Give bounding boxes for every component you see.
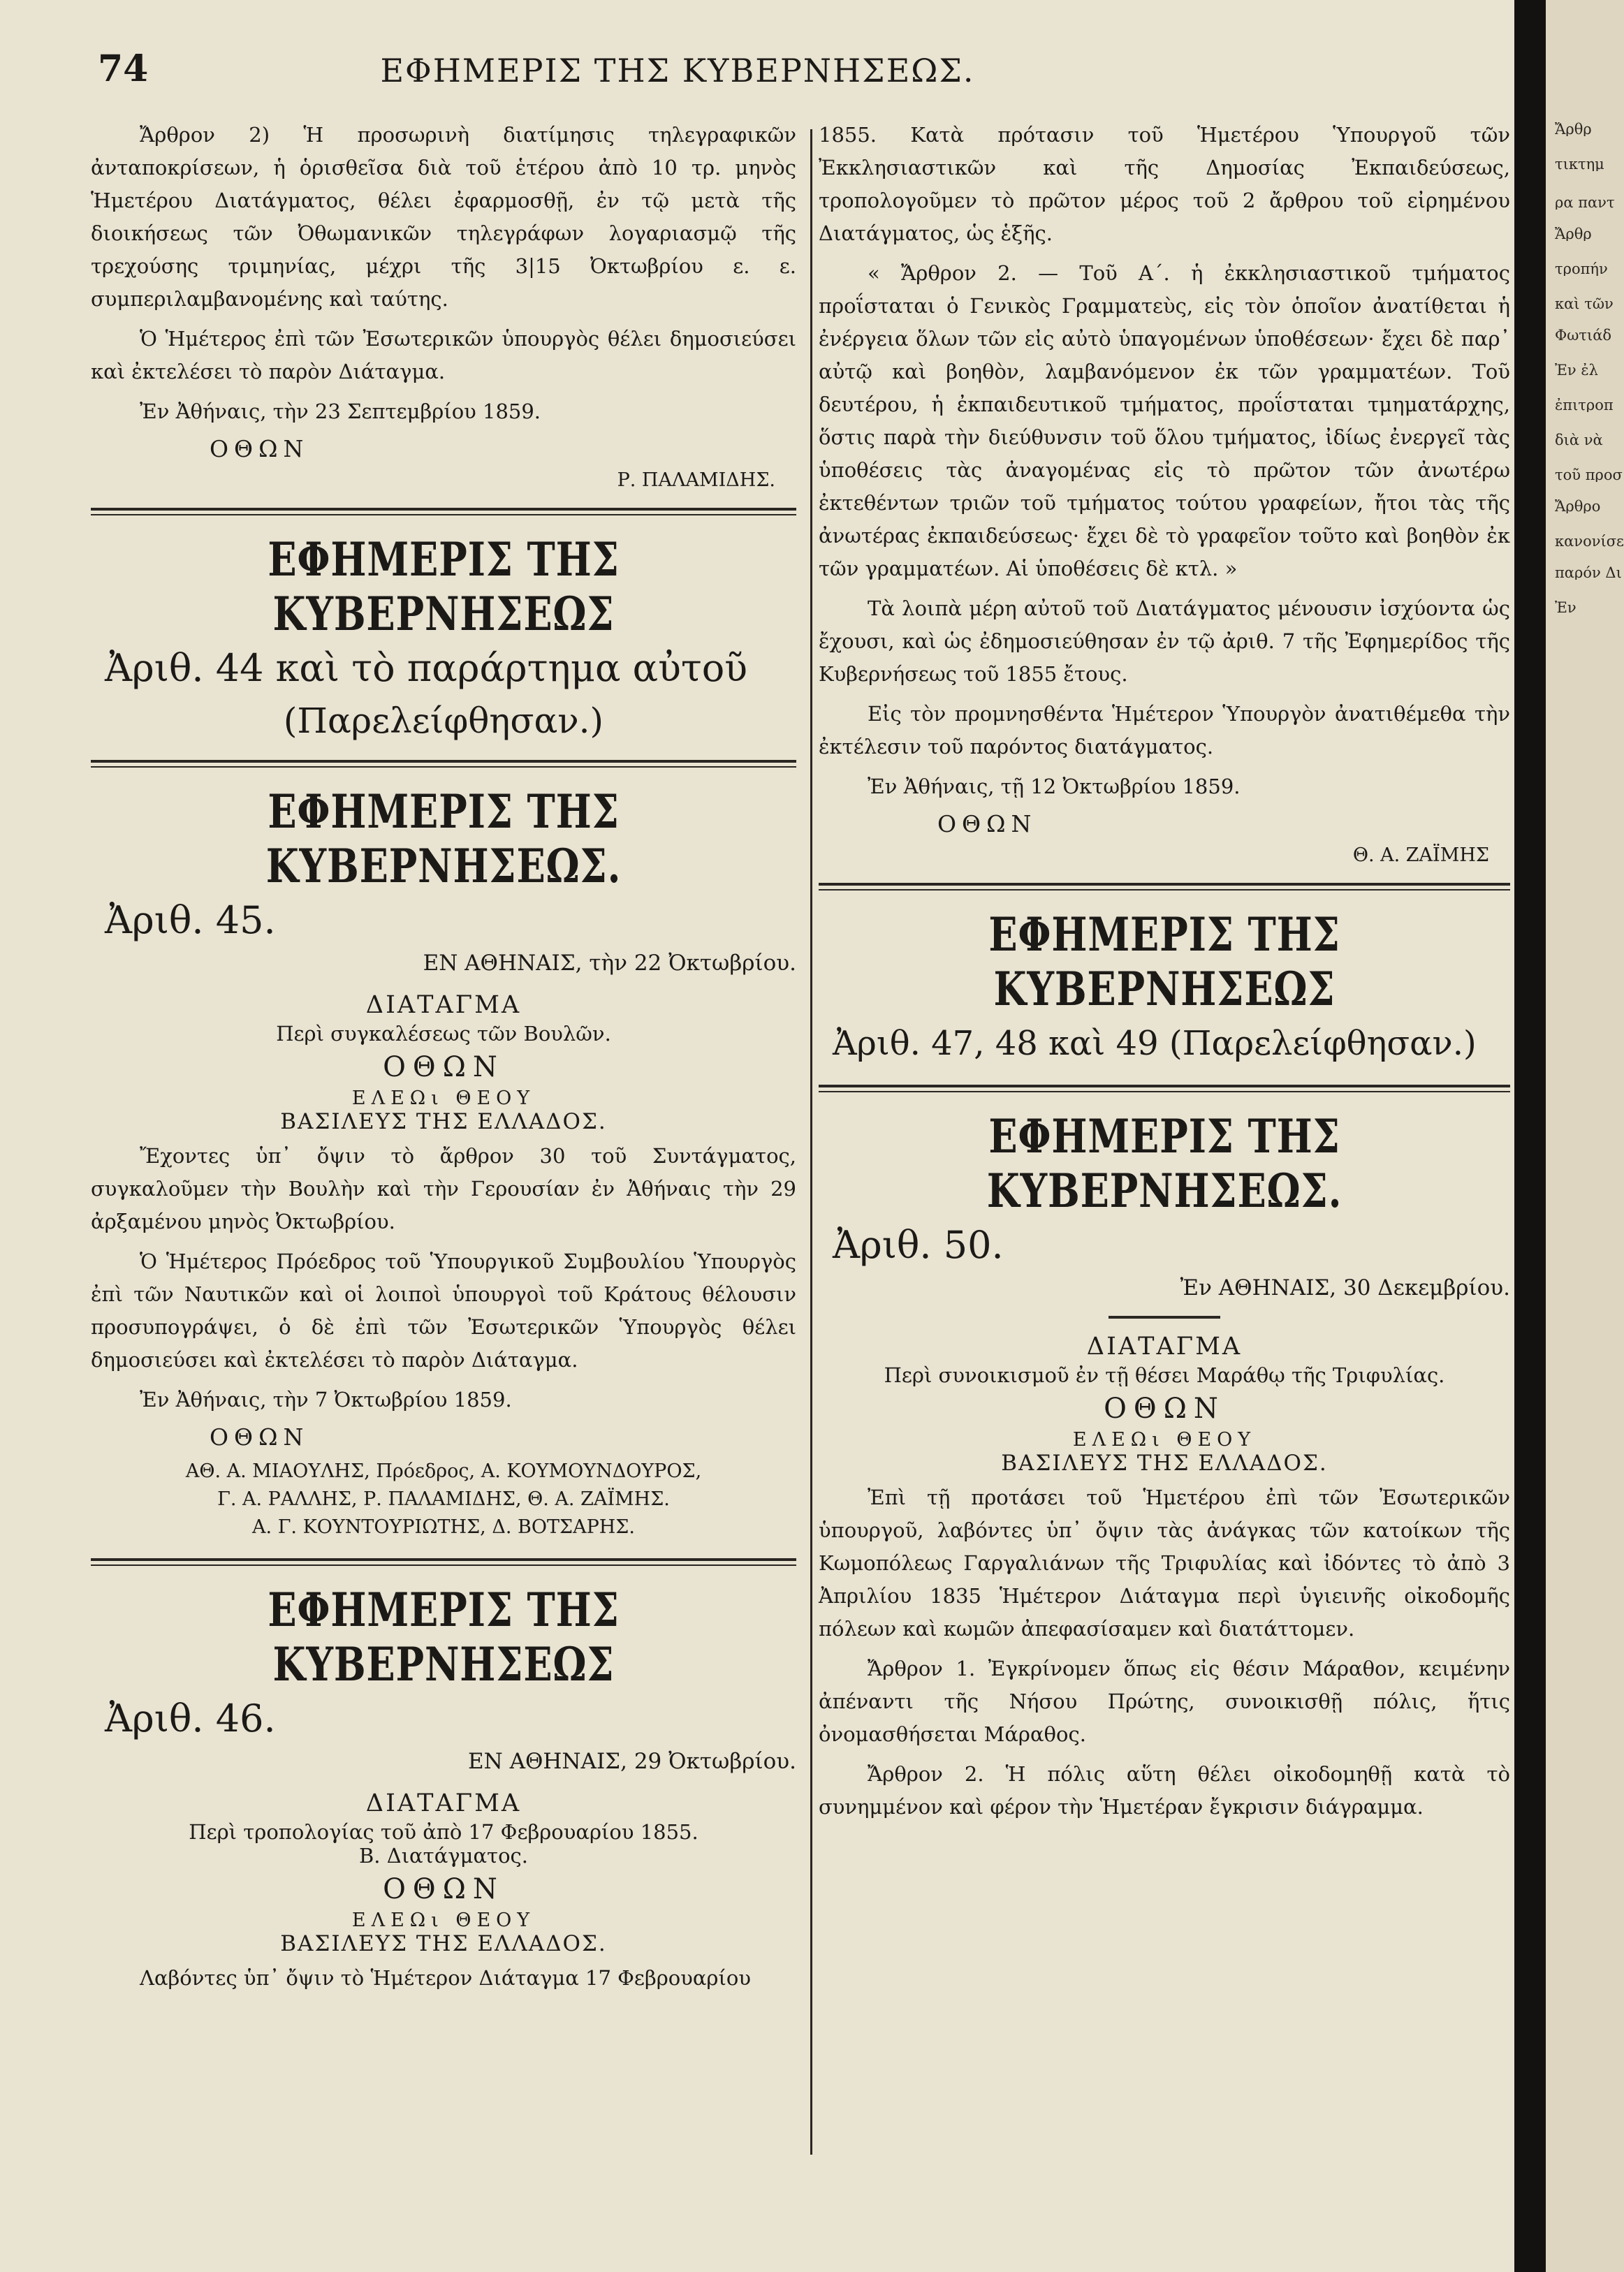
decree-46-minister: Θ. Α. ΖΑΪΜΗΣ xyxy=(1352,844,1489,866)
margin-stub-line: τροπήν xyxy=(1555,262,1608,276)
decree-46-signature: ΟΘΩΝ xyxy=(937,810,1037,837)
decree-50-article-1: Ἄρθρον 1. Ἐγκρίνομεν ὅπως εἰς θέσιν Μάραθον, κειμένην ἀπέναντι τῆς Νήσου Πρώτης, συνοικισθῇ πόλις, ἥτις ὀνομασθήσεται Μάραθος. xyxy=(819,1657,1510,1746)
decree-46-otho: ΟΘΩΝ xyxy=(383,1873,504,1905)
decree-45-subject: Περὶ συγκαλέσεως τῶν Βουλῶν. xyxy=(276,1022,611,1046)
decree-46-paragraph-3: Εἰς τὸν προμνησθέντα Ἡμέτερον Ὑπουργὸν ἀνατιθέμεθα τὴν ἐκτέλεσιν τοῦ παρόντος διατάγματος. xyxy=(819,702,1510,758)
decree-46-grace: ΕΛΕΩι ΘΕΟΥ xyxy=(351,1910,536,1931)
intro-paragraph-2: Ὁ Ἡμέτερος ἐπὶ τῶν Ἐσωτερικῶν ὑπουργὸς θέλει δημοσιεύσει καὶ ἐκτελέσει τὸ παρὸν Διάταγμα. xyxy=(91,327,796,383)
decree-50-otho: ΟΘΩΝ xyxy=(1104,1393,1225,1425)
margin-stub-line: Ἐν xyxy=(1555,601,1577,615)
short-rule xyxy=(1109,1316,1220,1319)
decree-45-heading: ΔΙΑΤΑΓΜΑ xyxy=(365,991,522,1019)
decree-45-king: ΒΑΣΙΛΕΥΣ ΤΗΣ ΕΛΛΑΔΟΣ. xyxy=(280,1109,607,1134)
margin-stub-line: καὶ τῶν xyxy=(1555,297,1614,311)
ministers-line-2: Γ. Α. ΡΑΛΛΗΣ, Ρ. ΠΑΛΑΜΙΔΗΣ, Θ. Α. ΖΑΪΜΗΣ. xyxy=(217,1488,670,1510)
left-column xyxy=(91,119,796,2002)
issue-45-date: ΕΝ ΑΘΗΝΑΙΣ, τὴν 22 Ὀκτωβρίου. xyxy=(423,951,796,976)
decree-46-paragraph-2: Τὰ λοιπὰ μέρη αὐτοῦ τοῦ Διατάγματος μένουσιν ἰσχύοντα ὡς ἔχουσι, καὶ ὡς ἐδημοσιεύθησαν ἐν τῷ ἀριθ. 7 τῆς Ἐφημερίδος τῆς Κυβερνήσεως τοῦ 1855 ἔτους. xyxy=(819,596,1510,686)
right-column xyxy=(819,119,1510,1831)
decree-46-paragraph-1: Λαβόντες ὑπ᾿ ὄψιν τὸ Ἡμέτερον Διάταγμα 17 Φεβρουαρίου xyxy=(140,1966,751,1990)
decree-46-king: ΒΑΣΙΛΕΥΣ ΤΗΣ ΕΛΛΑΔΟΣ. xyxy=(280,1931,607,1956)
section-rule xyxy=(91,508,796,515)
intro-date: Ἐν Ἀθήναις, τὴν 23 Σεπτεμβρίου 1859. xyxy=(140,400,541,423)
margin-stub-line: Φωτιάδ xyxy=(1555,328,1612,342)
issue-50-date: Ἐν ΑΘΗΝΑΙΣ, 30 Δεκεμβρίου. xyxy=(1180,1275,1510,1300)
decree-45-paragraph-2: Ὁ Ἡμέτερος Πρόεδρος τοῦ Ὑπουργικοῦ Συμβουλίου Ὑπουργὸς ἐπὶ τῶν Ναυτικῶν καὶ οἱ λοιποὶ ὑπουργοὶ τοῦ Κράτους θέλουσιν προσυπογράψει, ὁ δὲ ἐπὶ τῶν Ἐσωτερικῶν Ὑπουργὸς θέλει δημοσιεύσει καὶ ἐκτελέσει τὸ παρὸν Διάταγμα. xyxy=(91,1249,796,1372)
decree-46-article-2: « Ἄρθρον 2. — Τοῦ Α΄. ἡ ἐκκλησιαστικοῦ τμήματος προΐσταται ὁ Γενικὸς Γραμματεὺς, εἰς τὸν ὁποῖον ἀνατίθεται ἡ ἐνέργεια ὅλων τῶν εἰς αὐτὸ ὑπαγομένων ὑποθέσεων· ἔχει δὲ παρ᾿ αὐτῷ καὶ βοηθὸν, λαμβανόμενον ἐκ τῶν γραμματέων. Τοῦ δευτέρου, ἡ ἐκπαιδευτικοῦ τμήματος, προΐσταται τμηματάρχης, ὅστις παρὰ τὴν διεύθυνσιν τοῦ ὅλου τμήματος, ἰδίως ἐνεργεῖ τὰς ὑποθέσεις τὰς ἀναγομένας εἰς τὸ πρῶτον τῶν ἀνωτέρω ἐκτεθέντων τριῶν τοῦ τμήματος τούτου γραφείων, ἤτοι τὰς τῆς ἀνωτέρας ἐκπαιδεύσεως· ἔχει δὲ τὸ γραφεῖον τοῦτο καὶ βοηθὸν ἐκ τῶν γραμματέων. Αἱ ὑποθέσεις δὲ κτλ. » xyxy=(819,261,1510,580)
margin-stub-line: ρα παντ xyxy=(1555,196,1615,210)
column-divider xyxy=(810,129,812,2155)
decree-46-subject: Περὶ τροπολογίας τοῦ ἀπὸ 17 Φεβρουαρίου 1855. xyxy=(189,1820,698,1844)
issue-46-number: Ἀριθ. 46. xyxy=(105,1696,276,1740)
intro-minister: Ρ. ΠΑΛΑΜΙΔΗΣ. xyxy=(617,469,775,491)
decree-45-paragraph-1: Ἔχοντες ὑπ᾿ ὄψιν τὸ ἄρθρον 30 τοῦ Συντάγματος, συγκαλοῦμεν τὴν Βουλὴν καὶ τὴν Γερουσίαν ἐν Ἀθήναις τὴν 29 ἀρξαμένου μηνὸς Ὀκτωβρίου. xyxy=(91,1144,796,1233)
decree-50-heading: ΔΙΑΤΑΓΜΑ xyxy=(1086,1333,1243,1361)
decree-50-article-2: Ἄρθρον 2. Ἡ πόλις αὕτη θέλει οἰκοδομηθῇ κατὰ τὸ συνημμένον καὶ φέρον τὴν Ἡμετέραν ἔγκρισιν διάγραμμα. xyxy=(819,1762,1510,1819)
decree-46-subject-2: Β. Διατάγματος. xyxy=(359,1844,528,1868)
margin-stub-line: τοῦ προσ xyxy=(1555,468,1623,482)
masthead-47: ΕΦΗΜΕΡΙΣ ΤΗΣ ΚΥΒΕΡΝΗΣΕΩΣ xyxy=(988,907,1340,1016)
page-header xyxy=(98,47,1481,103)
ministers-line-1: ΑΘ. Α. ΜΙΑΟΥΛΗΣ, Πρόεδρος, Α. ΚΟΥΜΟΥΝΔΟΥΡΟΣ, xyxy=(185,1460,702,1482)
margin-stub-line: παρόν Δι xyxy=(1555,566,1622,580)
decree-50-king: ΒΑΣΙΛΕΥΣ ΤΗΣ ΕΛΛΑΔΟΣ. xyxy=(1001,1451,1328,1476)
decree-50-subject: Περὶ συνοικισμοῦ ἐν τῇ θέσει Μαράθῳ τῆς Τριφυλίας. xyxy=(884,1363,1445,1387)
masthead-45: ΕΦΗΜΕΡΙΣ ΤΗΣ ΚΥΒΕΡΝΗΣΕΩΣ. xyxy=(265,784,622,893)
section-rule xyxy=(819,883,1510,891)
masthead-50: ΕΦΗΜΕΡΙΣ ΤΗΣ ΚΥΒΕΡΝΗΣΕΩΣ. xyxy=(986,1109,1343,1218)
issue-45-number: Ἀριθ. 45. xyxy=(105,898,276,942)
ministers-line-3: Α. Γ. ΚΟΥΝΤΟΥΡΙΩΤΗΣ, Δ. ΒΟΤΣΑΡΗΣ. xyxy=(252,1516,635,1538)
masthead-46: ΕΦΗΜΕΡΙΣ ΤΗΣ ΚΥΒΕΡΝΗΣΕΩΣ xyxy=(268,1583,620,1692)
decree-45-grace: ΕΛΕΩι ΘΕΟΥ xyxy=(351,1087,536,1109)
page-number: 74 xyxy=(98,47,149,90)
decree-46-date: Ἐν Ἀθήναις, τῇ 12 Ὀκτωβρίου 1859. xyxy=(868,775,1241,798)
margin-stub-line: Ἄρθρο xyxy=(1555,499,1601,513)
margin-stub-line: Ἄρθρ xyxy=(1555,122,1592,136)
running-title: ΕΦΗΜΕΡΙΣ ΤΗΣ ΚΥΒΕΡΝΗΣΕΩΣ. xyxy=(380,52,975,89)
decree-45-date: Ἐν Ἀθήναις, τὴν 7 Ὀκτωβρίου 1859. xyxy=(140,1388,512,1412)
margin-stub-line: Ἐν ἐλ xyxy=(1555,363,1598,377)
margin-stub-line: τικτημ xyxy=(1555,157,1604,171)
issue-50-number: Ἀριθ. 50. xyxy=(833,1223,1004,1267)
issue-44-number: Ἀριθ. 44 καὶ τὸ παράρτημα αὐτοῦ xyxy=(105,646,748,690)
decree-46-continuation: 1855. Κατὰ πρότασιν τοῦ Ἡμετέρου Ὑπουργοῦ τῶν Ἐκκλησιαστικῶν καὶ τῆς Δημοσίας Ἐκπαιδεύσεως, τροπολογοῦμεν τὸ πρῶτον μέρος τοῦ 2 ἄρθρου τοῦ εἰρημένου Διατάγματος, ὡς ἑξῆς. xyxy=(819,123,1510,245)
issue-47-49-number: Ἀριθ. 47, 48 καὶ 49 (Παρελείφθησαν.) xyxy=(833,1024,1477,1063)
decree-45-signature: ΟΘΩΝ xyxy=(210,1423,309,1451)
decree-50-grace: ΕΛΕΩι ΘΕΟΥ xyxy=(1072,1429,1257,1451)
issue-44-omitted: (Παρελείφθησαν.) xyxy=(283,701,604,741)
intro-signature: ΟΘΩΝ xyxy=(210,435,309,462)
masthead-44: ΕΦΗΜΕΡΙΣ ΤΗΣ ΚΥΒΕΡΝΗΣΕΩΣ xyxy=(268,532,620,641)
margin-stub-line: ἐπιτροπ xyxy=(1555,398,1614,412)
decree-50-paragraph-1: Ἐπὶ τῇ προτάσει τοῦ Ἡμετέρου ἐπὶ τῶν Ἐσωτερικῶν ὑπουργοῦ, λαβόντες ὑπ᾿ ὄψιν τὰς ἀνάγκας τῶν κατοίκων τῆς Κωμοπόλεως Γαργαλιάνων τῆς Τριφυλίας καὶ ἰδόντες τὸ ἀπὸ 3 Ἀπριλίου 1835 Ἡμέτερον Διάταγμα περὶ ὑγιεινῆς οἰκοδομῆς πόλεων καὶ κωμῶν ἀπεφασίσαμεν καὶ διατάττομεν. xyxy=(819,1486,1510,1641)
page-gutter-shadow xyxy=(1514,0,1546,2272)
intro-paragraph-1: Ἄρθρον 2) Ἡ προσωρινὴ διατίμησις τηλεγραφικῶν ἀνταποκρίσεων, ἡ ὁρισθεῖσα διὰ τοῦ ἑτέρου ἀπὸ 10 τρ. μηνὸς Ἡμετέρου Διατάγματος, θέλει ἐφαρμοσθῇ, ἐν τῷ μετὰ τῆς διοικήσεως τῶν Ὀθωμανικῶν τηλεγράφων λογαριασμῷ τῆς τρεχούσης τριμηνίας, μέχρι τῆς 3|15 Ὀκτωβρίου ε. ε. συμπεριλαμβανομένης καὶ ταύτης. xyxy=(91,123,796,311)
margin-stub-line: Ἄρθρ xyxy=(1555,227,1592,241)
decree-46-heading: ΔΙΑΤΑΓΜΑ xyxy=(365,1789,522,1817)
margin-stub-line: διὰ νὰ xyxy=(1555,433,1603,447)
margin-stub-line: κανονίσε xyxy=(1555,534,1624,548)
section-rule xyxy=(819,1085,1510,1092)
decree-45-otho: ΟΘΩΝ xyxy=(383,1051,504,1083)
section-rule xyxy=(91,760,796,768)
issue-46-date: ΕΝ ΑΘΗΝΑΙΣ, 29 Ὀκτωβρίου. xyxy=(467,1749,796,1774)
section-rule xyxy=(91,1558,796,1566)
